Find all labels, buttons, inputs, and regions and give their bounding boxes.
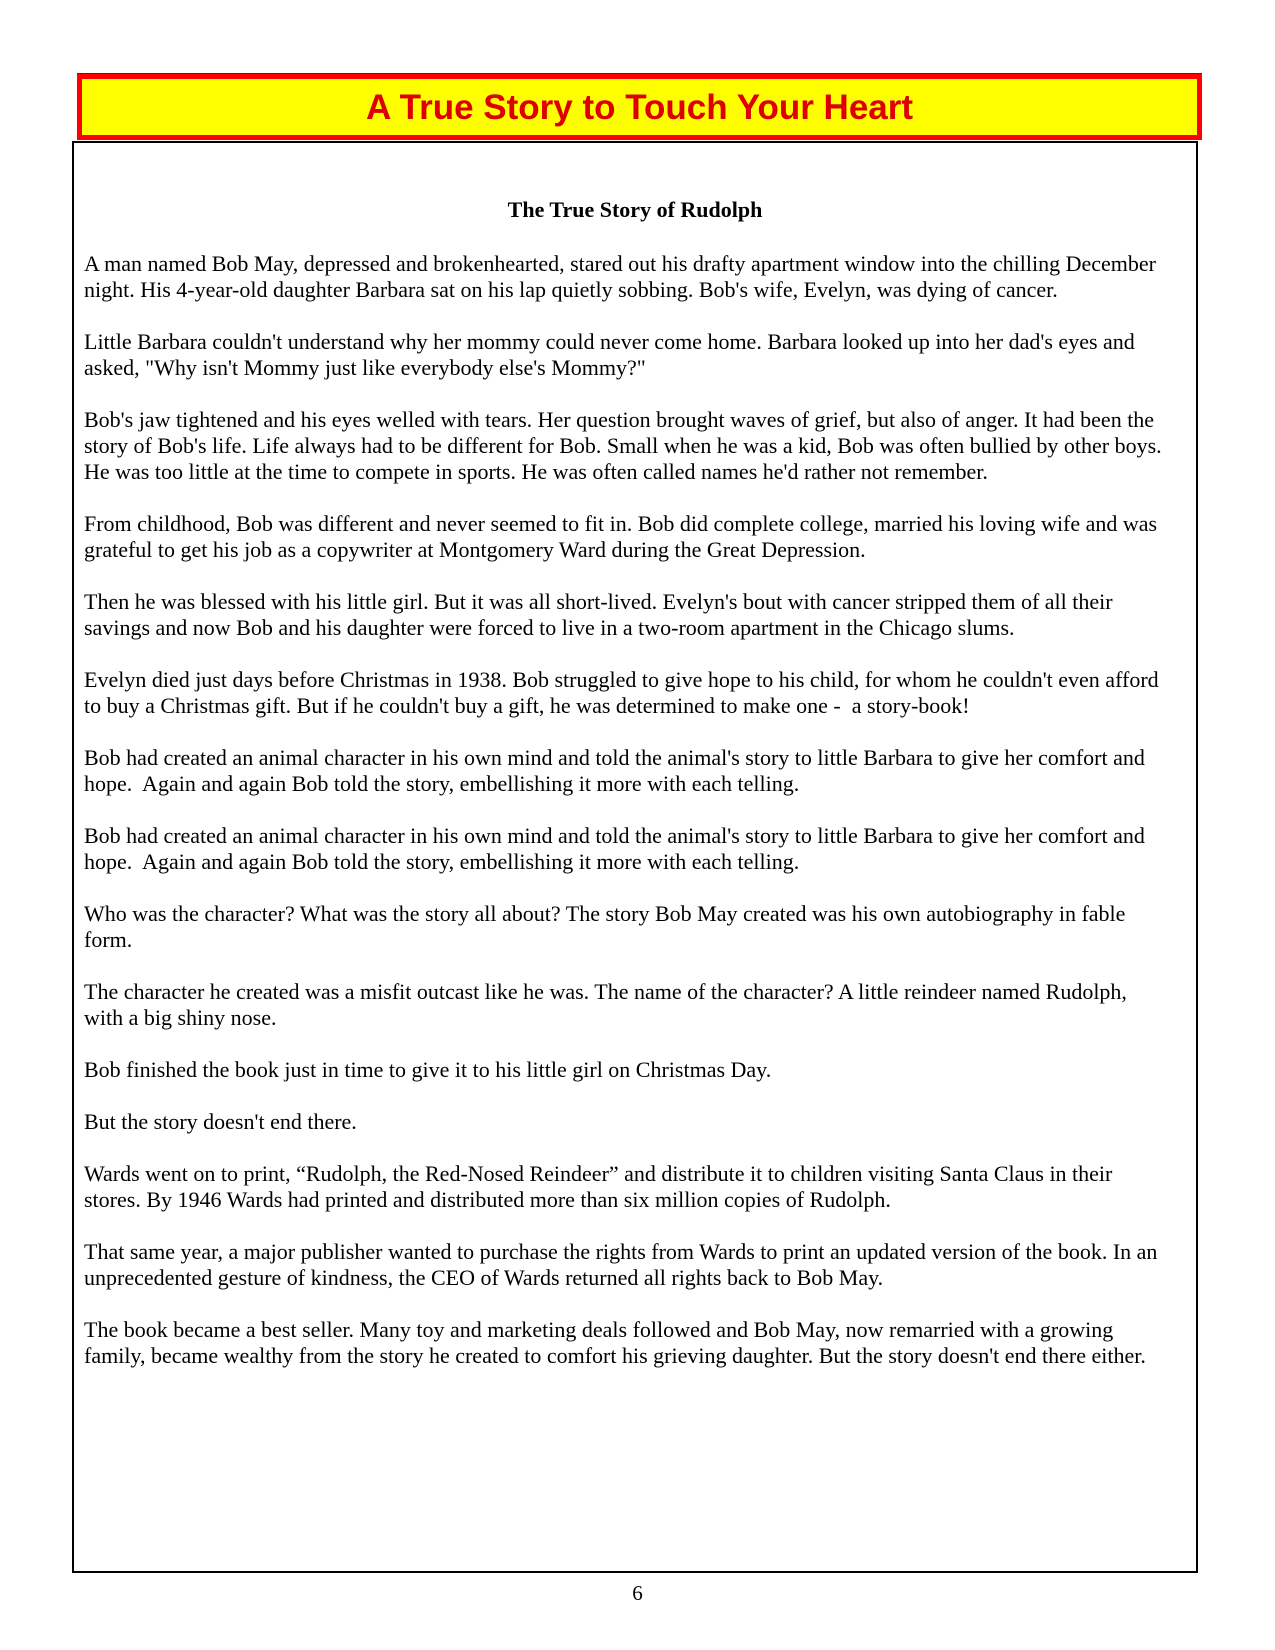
- story-paragraph: A man named Bob May, depressed and brokenhearted, stared out his drafty apartment window into the chilling December night. His 4-year-old daughter Barbara sat on his lap quietly sobbing. Bob's wife, Evelyn, was dying of cancer.: [84, 251, 1162, 302]
- story-paragraph: The book became a best seller. Many toy and marketing deals followed and Bob May, now remarried with a growing family, became wealthy from the story he created to comfort his grieving daughter. But the story doesn't end there either.: [84, 1317, 1146, 1368]
- story-paragraph: Bob's jaw tightened and his eyes welled with tears. Her question brought waves of grief, but also of anger. It had been the story of Bob's life. Life always had to be different for Bob. Small when he was a kid, Bob was often bullied by other boys. He was too little at the time to compete in sports. He was often called names he'd rather not remember.: [84, 407, 1168, 484]
- story-heading: The True Story of Rudolph: [507, 197, 763, 222]
- story-paragraph: That same year, a major publisher wanted to purchase the rights from Wards to print an updated version of the book. In an unprecedented gesture of kindness, the CEO of Wards returned all rights back to Bob May.: [84, 1239, 1163, 1290]
- story-paragraph: The character he created was a misfit outcast like he was. The name of the character? A little reindeer named Rudolph, with a big shiny nose.: [84, 979, 1133, 1030]
- story-paragraph: Then he was blessed with his little girl. But it was all short-lived. Evelyn's bout with cancer stripped them of all their savings and now Bob and his daughter were forced to live in a two-room apartment in the Chicago slums.: [84, 589, 1119, 640]
- story-body: [84, 197, 1166, 1369]
- story-paragraph: Little Barbara couldn't understand why her mommy could never come home. Barbara looked up into her dad's eyes and asked, "Why isn't Mommy just like everybody else's Mommy?": [84, 329, 1141, 380]
- banner-title-text: A True Story to Touch Your Heart: [365, 87, 914, 127]
- story-paragraph: Bob had created an animal character in his own mind and told the animal's story to little Barbara to give her comfort and hope. Again and again Bob told the story, embellishing it more with each telling.: [84, 745, 1151, 796]
- story-box: [72, 141, 1198, 1573]
- story-paragraph: Wards went on to print, “Rudolph, the Red-Nosed Reindeer” and distribute it to children visiting Santa Claus in their stores. By 1946 Wards had printed and distributed more than six million copies of Rudolph.: [84, 1161, 1118, 1212]
- story-paragraph: But the story doesn't end there.: [84, 1109, 357, 1134]
- story-paragraph: Evelyn died just days before Christmas in 1938. Bob struggled to give hope to his child, for whom he couldn't even afford to buy a Christmas gift. But if he couldn't buy a gift, he was determined to make one - a story-book!: [84, 667, 1165, 718]
- story-paragraph: Bob finished the book just in time to give it to his little girl on Christmas Day.: [84, 1057, 772, 1082]
- story-paragraph: From childhood, Bob was different and never seemed to fit in. Bob did complete college, married his loving wife and was grateful to get his job as a copywriter at Montgomery Ward during the Great Depression.: [84, 511, 1163, 562]
- page-number: 6: [632, 1581, 643, 1605]
- story-paragraph: Who was the character? What was the story all about? The story Bob May created was his own autobiography in fable form.: [84, 901, 1131, 952]
- story-paragraph: Bob had created an animal character in his own mind and told the animal's story to little Barbara to give her comfort and hope. Again and again Bob told the story, embellishing it more with each telling.: [84, 823, 1151, 874]
- title-banner: [77, 74, 1202, 140]
